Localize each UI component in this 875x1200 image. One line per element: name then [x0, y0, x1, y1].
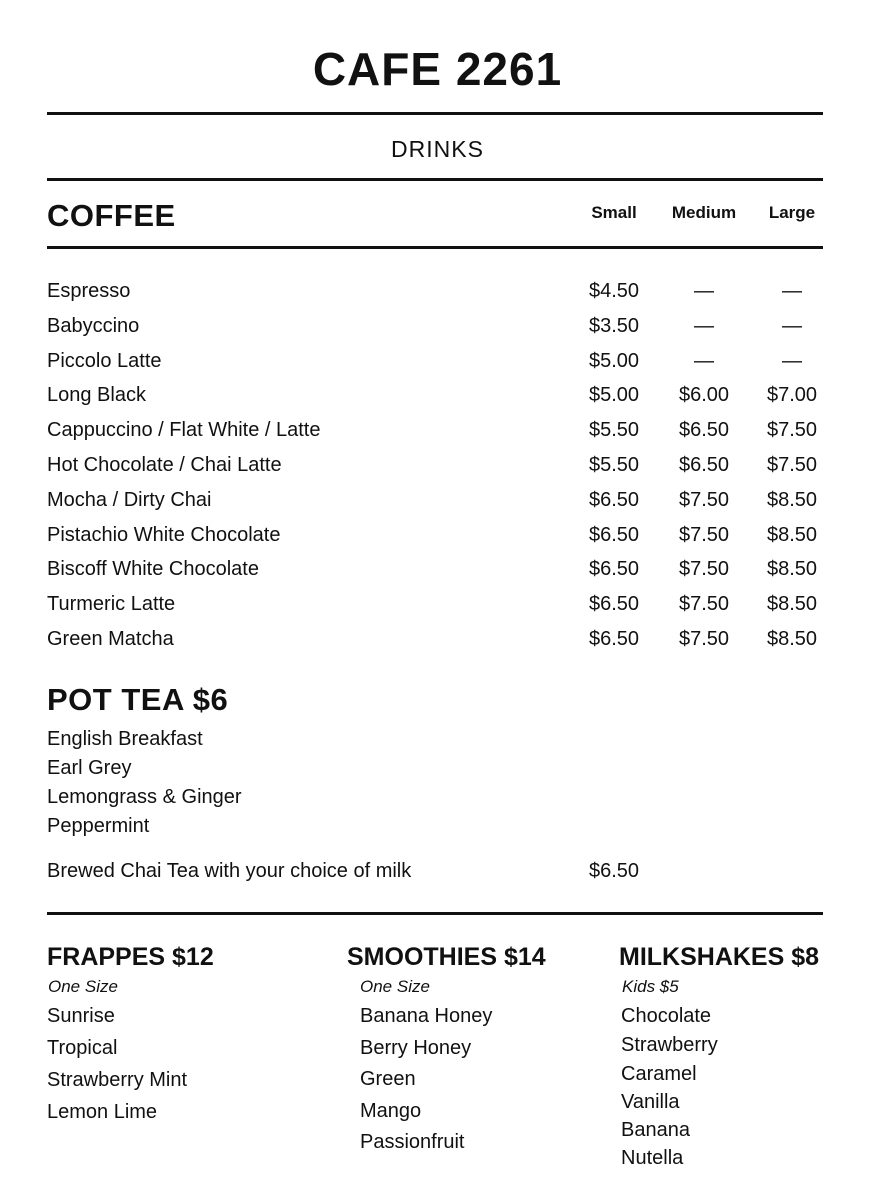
price-large: —: [782, 314, 802, 337]
price-medium: —: [694, 280, 714, 302]
price-small: $6.50: [588, 627, 640, 650]
menu-subtitle: DRINKS: [391, 136, 484, 162]
item-name: Brewed Chai Tea with your choice of milk: [47, 860, 412, 882]
milkshakes-heading: MILKSHAKES $8: [619, 943, 820, 971]
price-large: $8.50: [766, 523, 818, 546]
list-item: Strawberry Mint: [47, 1069, 188, 1091]
list-item: Lemongrass & Ginger: [47, 786, 242, 808]
menu-row: [47, 860, 823, 888]
page-title: CAFE 2261: [312, 43, 563, 95]
menu-row: [47, 593, 823, 628]
price-medium: $6.00: [678, 384, 730, 407]
divider: [47, 178, 823, 181]
price-medium: $7.50: [678, 523, 730, 546]
divider: [47, 112, 823, 115]
coffee-heading: COFFEE: [47, 198, 176, 233]
menu-row: [47, 384, 823, 419]
price-medium: —: [694, 349, 714, 372]
item-name: Hot Chocolate / Chai Latte: [47, 453, 282, 476]
size-note: One Size: [360, 977, 430, 996]
list-item: Nutella: [621, 1147, 684, 1169]
smoothies-heading: SMOOTHIES $14: [347, 943, 546, 971]
price-large: —: [782, 349, 802, 372]
menu-row: [47, 524, 823, 559]
column-header-medium: Medium: [671, 203, 737, 222]
item-name: Cappuccino / Flat White / Latte: [47, 419, 321, 442]
divider: [47, 246, 823, 249]
list-item: Vanilla: [621, 1091, 680, 1113]
list-item: Strawberry: [621, 1034, 718, 1056]
list-item: Mango: [360, 1099, 422, 1122]
price-small: $4.50: [588, 280, 640, 302]
price-small: $5.50: [588, 453, 640, 476]
frappes-section: [47, 943, 214, 1133]
divider: [47, 912, 823, 915]
list-item: Caramel: [621, 1063, 697, 1085]
price-medium: $7.50: [678, 558, 730, 581]
list-item: Chocolate: [621, 1005, 712, 1027]
price-small: $6.50: [588, 558, 640, 581]
list-item: Banana: [621, 1119, 690, 1141]
price-medium: $7.50: [678, 488, 730, 511]
size-note: One Size: [48, 977, 118, 996]
price-medium: $7.50: [678, 593, 730, 616]
frappes-heading: FRAPPES $12: [47, 943, 214, 971]
price-large: $7.50: [766, 419, 818, 442]
price-medium: $7.50: [678, 627, 730, 650]
list-item: English Breakfast: [47, 728, 203, 750]
item-name: Pistachio White Chocolate: [47, 523, 281, 546]
menu-row: [47, 350, 823, 385]
column-header-large: Large: [768, 203, 816, 222]
price-large: $7.00: [766, 384, 818, 407]
list-item: Tropical: [47, 1037, 118, 1059]
list-item: Passionfruit: [360, 1131, 465, 1153]
item-name: Green Matcha: [47, 627, 174, 650]
price-small: $5.00: [588, 384, 640, 407]
price-large: $7.50: [766, 453, 818, 476]
coffee-price-list: [47, 280, 823, 663]
price-medium: $6.50: [678, 453, 730, 476]
price-small: $6.50: [588, 593, 640, 616]
price-small: $6.50: [588, 523, 640, 546]
price-large: —: [782, 280, 802, 302]
list-item: Peppermint: [47, 815, 150, 837]
column-header-small: Small: [591, 203, 637, 222]
menu-row: [47, 419, 823, 454]
pot-tea-list: [47, 728, 242, 844]
kids-price-note: Kids $5: [622, 977, 679, 996]
price-large: $8.50: [766, 558, 818, 581]
price-large: $8.50: [766, 627, 818, 650]
smoothies-section: [347, 943, 546, 1163]
menu-row: [47, 628, 823, 663]
list-item: Lemon Lime: [47, 1101, 158, 1123]
price-medium: —: [694, 314, 714, 337]
item-name: Long Black: [47, 384, 146, 407]
list-item: Green: [360, 1068, 416, 1090]
price-small: $3.50: [588, 314, 640, 337]
menu-row: [47, 454, 823, 489]
item-name: Biscoff White Chocolate: [47, 558, 259, 581]
item-name: Espresso: [47, 280, 131, 302]
list-item: Sunrise: [47, 1005, 115, 1027]
menu-row: [47, 280, 823, 315]
item-name: Babyccino: [47, 314, 140, 337]
list-item: Earl Grey: [47, 757, 132, 779]
list-item: Berry Honey: [360, 1036, 472, 1059]
menu-row: [47, 315, 823, 350]
price-small: $5.50: [588, 419, 640, 442]
item-name: Turmeric Latte: [47, 593, 176, 616]
price-large: $8.50: [766, 593, 818, 616]
price-small: $6.50: [588, 488, 640, 511]
menu-row: [47, 558, 823, 593]
price-large: $8.50: [766, 488, 818, 511]
price-small: $5.00: [588, 349, 640, 372]
price-small: $6.50: [588, 860, 640, 882]
menu-row: [47, 489, 823, 524]
pot-tea-heading: POT TEA $6: [47, 682, 229, 717]
list-item: Banana Honey: [360, 1005, 493, 1027]
item-name: Mocha / Dirty Chai: [47, 488, 212, 511]
milkshakes-section: [619, 943, 819, 1175]
price-medium: $6.50: [678, 419, 730, 442]
item-name: Piccolo Latte: [47, 349, 162, 372]
